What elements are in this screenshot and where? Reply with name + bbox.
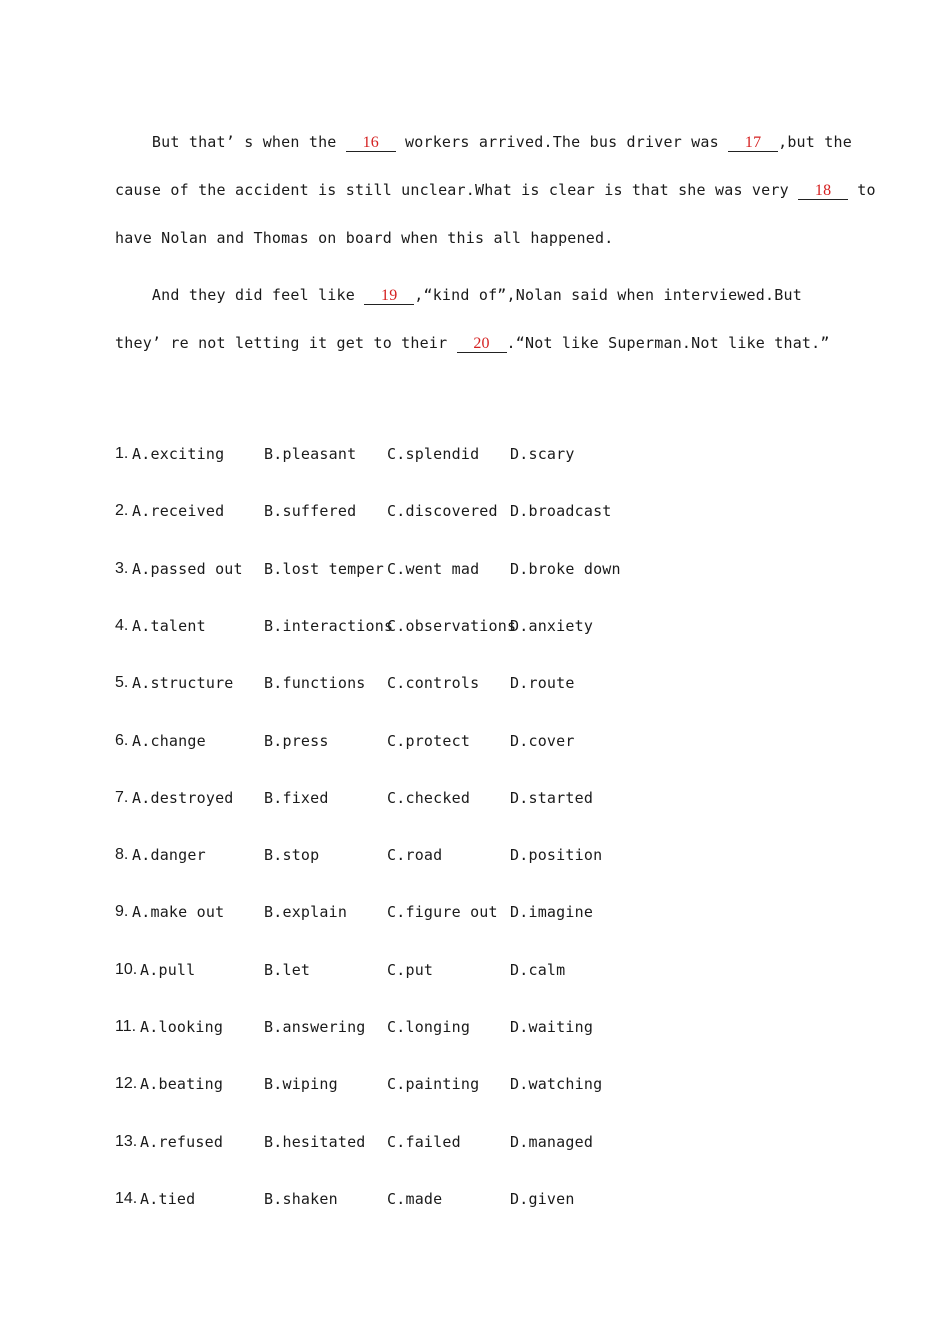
question-number: 6. [115,731,129,749]
option-a: A.exciting [132,445,225,463]
question-number: 12. [115,1075,138,1093]
option-b: B.lost temper [264,559,384,578]
question-row [115,1131,815,1153]
option-d: D.broke down [510,559,621,578]
option-c: C.protect [387,731,471,750]
question-number: 14. [115,1189,138,1207]
option-d: D.route [510,674,575,693]
option-d: D.calm [510,960,566,979]
passage-line [115,180,876,200]
option-a: A.received [132,502,225,521]
passage-line [115,333,830,353]
option-d: D.imagine [510,903,594,922]
option-a: A.talent [132,616,206,635]
option-b: B.press [264,731,329,750]
option-d: D.watching [510,1075,603,1094]
option-b: B.answering [264,1018,366,1036]
passage-line: have Nolan and Thomas on board when this all happened. [115,229,614,247]
option-d: D.position [510,846,603,865]
option-b: B.fixed [264,788,329,807]
option-c: C.made [387,1189,443,1208]
option-a: A.refused [140,1132,224,1151]
option-c: C.went mad [387,559,480,578]
passage-line [115,285,802,305]
blank-16: 16 [346,134,396,152]
blank-17: 17 [728,134,778,152]
option-a: A.structure [132,674,234,693]
option-c: C.road [387,846,443,865]
option-c: C.observations [387,616,517,635]
question-row [115,1073,815,1095]
blank-20: 20 [457,335,507,353]
question-row [115,844,815,866]
question-number: 8. [115,846,129,864]
passage-line [115,132,852,152]
question-number: 13. [115,1132,138,1150]
passage-text: they’ re not letting it get to their [115,334,457,352]
question-number: 1. [115,445,129,462]
option-c: C.discovered [387,502,498,521]
question-row [115,787,815,809]
option-a: A.danger [132,846,206,865]
option-c: C.longing [387,1018,471,1036]
option-a: A.make out [132,903,225,922]
question-row [115,1016,815,1038]
passage-text: .“Not like Superman.Not like that.” [506,334,830,352]
option-a: A.passed out [132,559,243,578]
question-number: 11. [115,1018,137,1035]
question-row [115,500,815,522]
option-b: B.shaken [264,1189,338,1208]
question-row [115,558,815,580]
blank-18: 18 [798,182,848,200]
option-c: C.painting [387,1075,480,1094]
passage-text: to [848,181,876,199]
option-b: B.pleasant [264,445,357,463]
option-c: C.figure out [387,903,498,922]
question-number: 3. [115,559,129,577]
option-b: B.stop [264,846,320,865]
option-b: B.explain [264,903,348,922]
option-d: D.given [510,1189,575,1208]
question-number: 7. [115,788,129,806]
option-d: D.broadcast [510,502,612,521]
option-b: B.interactions [264,616,394,635]
option-d: D.managed [510,1132,594,1151]
question-number: 2. [115,502,129,520]
question-row [115,730,815,752]
question-row [115,615,815,637]
option-d: D.started [510,788,594,807]
option-a: A.change [132,731,206,750]
option-c: C.splendid [387,445,480,463]
question-row [115,1188,815,1210]
option-b: B.let [264,960,311,979]
option-a: A.tied [140,1189,196,1208]
passage-text: workers arrived.The bus driver was [395,133,729,151]
option-d: D.cover [510,731,575,750]
question-number: 4. [115,616,129,634]
option-b: B.suffered [264,502,357,521]
option-c: C.failed [387,1132,461,1151]
option-a: A.destroyed [132,788,234,807]
option-b: B.wiping [264,1075,338,1094]
passage-text: cause of the accident is still unclear.What is clear is that she was very [115,181,799,199]
option-d: D.scary [510,445,575,463]
option-b: B.hesitated [264,1132,366,1151]
blank-19: 19 [364,287,414,305]
passage-text: ,“kind of”,Nolan said when interviewed.But [414,286,802,304]
option-c: C.checked [387,788,471,807]
passage-text: ,but the [778,133,852,151]
option-d: D.waiting [510,1018,594,1036]
question-number: 9. [115,903,129,921]
option-a: A.beating [140,1075,224,1094]
passage-text: And they did feel like [115,286,365,304]
question-row [115,959,815,981]
option-a: A.looking [140,1018,224,1036]
passage-text: But that’ s when the [115,133,346,151]
question-row [115,901,815,923]
option-c: C.controls [387,674,480,693]
option-c: C.put [387,960,434,979]
question-number: 10. [115,960,138,978]
option-d: D.anxiety [510,616,594,635]
option-b: B.functions [264,674,366,693]
question-number: 5. [115,674,129,692]
question-row [115,672,815,694]
option-a: A.pull [140,960,196,979]
question-row [115,443,815,465]
